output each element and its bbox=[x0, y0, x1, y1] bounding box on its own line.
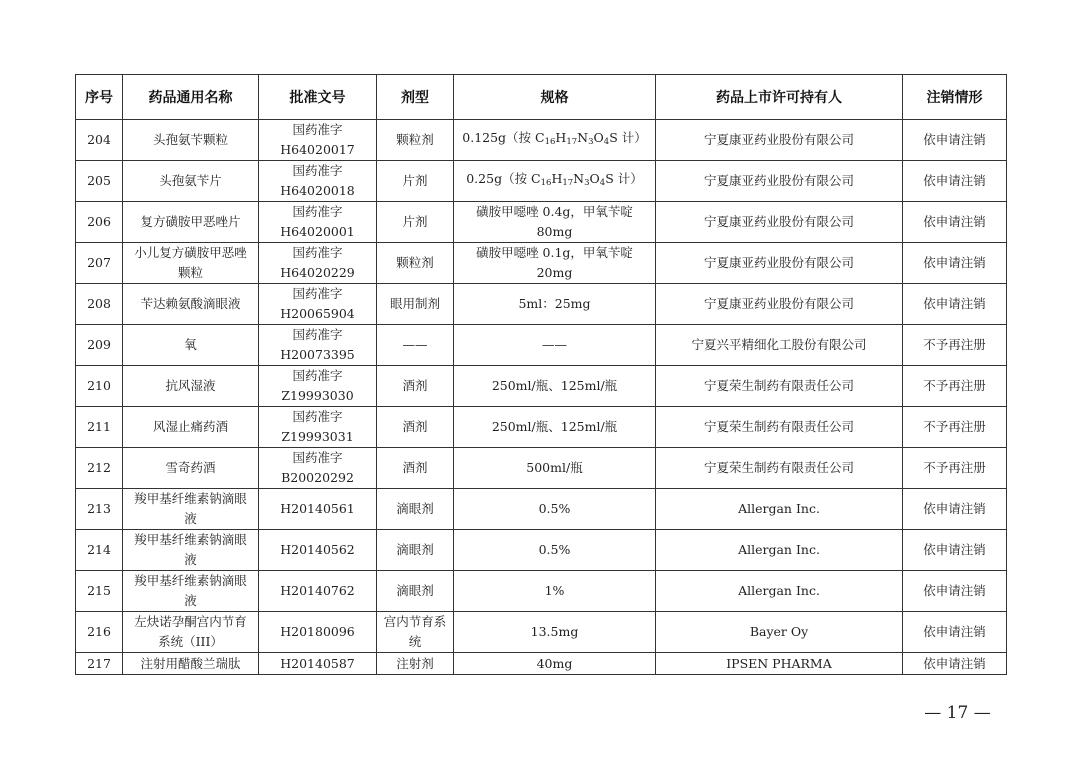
specification: 磺胺甲噁唑 0.4g，甲氧苄啶 80mg bbox=[454, 202, 656, 243]
dosage-form: 注射剂 bbox=[377, 653, 454, 675]
approval-number: 国药准字 Z19993030 bbox=[259, 366, 377, 407]
row-number: 206 bbox=[76, 202, 123, 243]
dosage-form: 滴眼剂 bbox=[377, 530, 454, 571]
cancellation-status: 依申请注销 bbox=[903, 653, 1007, 675]
table-row bbox=[76, 489, 1007, 530]
header-spec: 规格 bbox=[454, 75, 656, 120]
license-holder: 宁夏荣生制药有限责任公司 bbox=[656, 448, 903, 489]
row-number: 213 bbox=[76, 489, 123, 530]
approval-number: 国药准字 H64020018 bbox=[259, 161, 377, 202]
drug-name: 头孢氨苄片 bbox=[123, 161, 259, 202]
row-number: 214 bbox=[76, 530, 123, 571]
specification: 500ml/瓶 bbox=[454, 448, 656, 489]
row-number: 207 bbox=[76, 243, 123, 284]
table-row bbox=[76, 571, 1007, 612]
drug-name: 雪奇药酒 bbox=[123, 448, 259, 489]
approval-number: H20140562 bbox=[259, 530, 377, 571]
table-row bbox=[76, 243, 1007, 284]
header-holder: 药品上市许可持有人 bbox=[656, 75, 903, 120]
header-form: 剂型 bbox=[377, 75, 454, 120]
specification: 0.5% bbox=[454, 530, 656, 571]
specification: 0.25g（按 $C_{16}H_{17}N_3O_4S$ 计） bbox=[454, 161, 656, 202]
license-holder: Bayer Oy bbox=[656, 612, 903, 653]
drug-name: 风湿止痛药酒 bbox=[123, 407, 259, 448]
row-number: 210 bbox=[76, 366, 123, 407]
drug-name: 苄达赖氨酸滴眼液 bbox=[123, 284, 259, 325]
table-row bbox=[76, 407, 1007, 448]
approval-number: 国药准字 H20065904 bbox=[259, 284, 377, 325]
specification: 40mg bbox=[454, 653, 656, 675]
row-number: 209 bbox=[76, 325, 123, 366]
license-holder: 宁夏康亚药业股份有限公司 bbox=[656, 284, 903, 325]
specification: 磺胺甲噁唑 0.1g，甲氧苄啶 20mg bbox=[454, 243, 656, 284]
page-number bbox=[920, 703, 995, 723]
page-number-dash-right: — bbox=[973, 703, 991, 723]
approval-number: 国药准字 H20073395 bbox=[259, 325, 377, 366]
row-number: 216 bbox=[76, 612, 123, 653]
specification: 1% bbox=[454, 571, 656, 612]
license-holder: IPSEN PHARMA bbox=[656, 653, 903, 675]
table-row bbox=[76, 325, 1007, 366]
license-holder: 宁夏康亚药业股份有限公司 bbox=[656, 243, 903, 284]
table-row bbox=[76, 612, 1007, 653]
cancellation-status: 依申请注销 bbox=[903, 284, 1007, 325]
dosage-form: —— bbox=[377, 325, 454, 366]
dosage-form: 片剂 bbox=[377, 161, 454, 202]
cancellation-status: 不予再注册 bbox=[903, 407, 1007, 448]
page-number-value: 17 bbox=[946, 703, 969, 723]
table-row bbox=[76, 202, 1007, 243]
drug-name: 氧 bbox=[123, 325, 259, 366]
approval-number: 国药准字 B20020292 bbox=[259, 448, 377, 489]
dosage-form: 酒剂 bbox=[377, 448, 454, 489]
dosage-form: 酒剂 bbox=[377, 366, 454, 407]
approval-number: H20140762 bbox=[259, 571, 377, 612]
table-row bbox=[76, 530, 1007, 571]
approval-number: 国药准字 Z19993031 bbox=[259, 407, 377, 448]
specification: 0.5% bbox=[454, 489, 656, 530]
license-holder: Allergan Inc. bbox=[656, 571, 903, 612]
drug-name: 头孢氨苄颗粒 bbox=[123, 120, 259, 161]
license-holder: Allergan Inc. bbox=[656, 489, 903, 530]
drug-name: 羧甲基纤维素钠滴眼 液 bbox=[123, 530, 259, 571]
header-name: 药品通用名称 bbox=[123, 75, 259, 120]
row-number: 217 bbox=[76, 653, 123, 675]
cancellation-status: 依申请注销 bbox=[903, 161, 1007, 202]
drug-name: 羧甲基纤维素钠滴眼 液 bbox=[123, 571, 259, 612]
table-row bbox=[76, 448, 1007, 489]
specification: 13.5mg bbox=[454, 612, 656, 653]
cancelled-drugs-table bbox=[75, 74, 1007, 675]
dosage-form: 滴眼剂 bbox=[377, 571, 454, 612]
specification: 0.125g（按 $C_{16}H_{17}N_3O_4S$ 计） bbox=[454, 120, 656, 161]
cancellation-status: 依申请注销 bbox=[903, 530, 1007, 571]
cancellation-status: 依申请注销 bbox=[903, 571, 1007, 612]
cancellation-status: 不予再注册 bbox=[903, 366, 1007, 407]
dosage-form: 宫内节育系 统 bbox=[377, 612, 454, 653]
row-number: 205 bbox=[76, 161, 123, 202]
row-number: 208 bbox=[76, 284, 123, 325]
cancellation-status: 依申请注销 bbox=[903, 120, 1007, 161]
cancellation-status: 依申请注销 bbox=[903, 243, 1007, 284]
license-holder: 宁夏康亚药业股份有限公司 bbox=[656, 120, 903, 161]
dosage-form: 片剂 bbox=[377, 202, 454, 243]
approval-number: 国药准字 H64020017 bbox=[259, 120, 377, 161]
license-holder: 宁夏康亚药业股份有限公司 bbox=[656, 202, 903, 243]
dosage-form: 眼用制剂 bbox=[377, 284, 454, 325]
drug-name: 左炔诺孕酮宫内节育 系统（III） bbox=[123, 612, 259, 653]
table-row bbox=[76, 120, 1007, 161]
cancellation-status: 依申请注销 bbox=[903, 202, 1007, 243]
specification: 250ml/瓶、125ml/瓶 bbox=[454, 366, 656, 407]
header-no: 序号 bbox=[76, 75, 123, 120]
cancellation-status: 依申请注销 bbox=[903, 489, 1007, 530]
license-holder: Allergan Inc. bbox=[656, 530, 903, 571]
drug-name: 复方磺胺甲恶唑片 bbox=[123, 202, 259, 243]
license-holder: 宁夏荣生制药有限责任公司 bbox=[656, 366, 903, 407]
drug-name: 羧甲基纤维素钠滴眼 液 bbox=[123, 489, 259, 530]
row-number: 204 bbox=[76, 120, 123, 161]
table-header-row bbox=[76, 75, 1007, 120]
table-body bbox=[76, 120, 1007, 675]
approval-number: H20180096 bbox=[259, 612, 377, 653]
drug-name: 注射用醋酸兰瑞肽 bbox=[123, 653, 259, 675]
approval-number: H20140587 bbox=[259, 653, 377, 675]
license-holder: 宁夏康亚药业股份有限公司 bbox=[656, 161, 903, 202]
dosage-form: 滴眼剂 bbox=[377, 489, 454, 530]
table-row bbox=[76, 284, 1007, 325]
table-row bbox=[76, 366, 1007, 407]
cancellation-status: 不予再注册 bbox=[903, 448, 1007, 489]
specification: 5ml：25mg bbox=[454, 284, 656, 325]
dosage-form: 颗粒剂 bbox=[377, 243, 454, 284]
license-holder: 宁夏兴平精细化工股份有限公司 bbox=[656, 325, 903, 366]
license-holder: 宁夏荣生制药有限责任公司 bbox=[656, 407, 903, 448]
dosage-form: 颗粒剂 bbox=[377, 120, 454, 161]
dosage-form: 酒剂 bbox=[377, 407, 454, 448]
drug-name: 抗风湿液 bbox=[123, 366, 259, 407]
approval-number: H20140561 bbox=[259, 489, 377, 530]
page-number-dash-left: — bbox=[924, 703, 942, 723]
header-approval: 批准文号 bbox=[259, 75, 377, 120]
row-number: 211 bbox=[76, 407, 123, 448]
drug-name: 小儿复方磺胺甲恶唑 颗粒 bbox=[123, 243, 259, 284]
cancellation-status: 依申请注销 bbox=[903, 612, 1007, 653]
header-status: 注销情形 bbox=[903, 75, 1007, 120]
specification: —— bbox=[454, 325, 656, 366]
approval-number: 国药准字 H64020229 bbox=[259, 243, 377, 284]
row-number: 215 bbox=[76, 571, 123, 612]
table-row bbox=[76, 161, 1007, 202]
approval-number: 国药准字 H64020001 bbox=[259, 202, 377, 243]
specification: 250ml/瓶、125ml/瓶 bbox=[454, 407, 656, 448]
table-row bbox=[76, 653, 1007, 675]
row-number: 212 bbox=[76, 448, 123, 489]
cancellation-status: 不予再注册 bbox=[903, 325, 1007, 366]
